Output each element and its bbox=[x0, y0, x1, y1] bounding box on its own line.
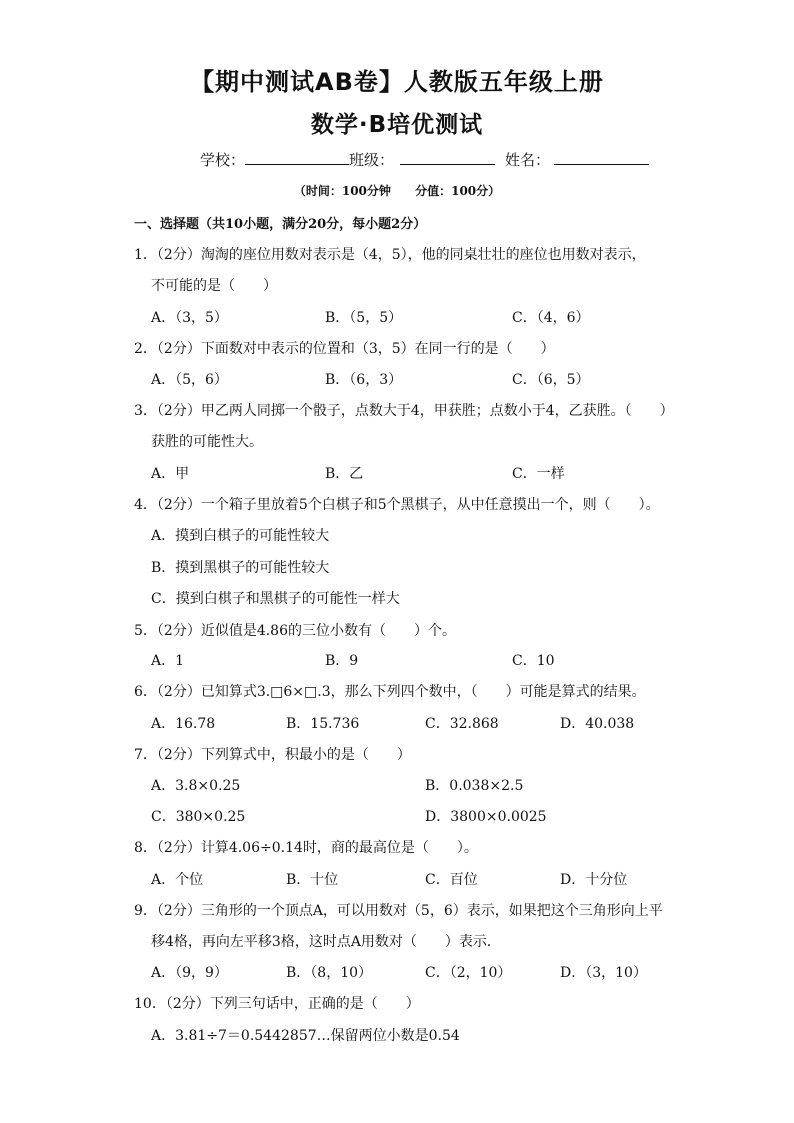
question-6-option-c[interactable]: C．32.868 bbox=[425, 716, 499, 732]
exam-meta bbox=[0, 182, 794, 199]
question-9: 9．（2分）三角形的一个顶点A，可以用数对（5，6）表示，如果把这个三角形向上平 bbox=[134, 903, 663, 919]
question-1-line2: 不可能的是（ ） bbox=[151, 278, 277, 294]
question-4-option-a[interactable]: A．摸到白棋子的可能性较大 bbox=[151, 528, 330, 544]
question-2-option-c[interactable]: C．（6，5） bbox=[512, 372, 590, 388]
question-5-option-a[interactable]: A．1 bbox=[151, 653, 185, 669]
question-2-option-a[interactable]: A．（5，6） bbox=[151, 372, 228, 388]
class-label: 班级： bbox=[349, 151, 395, 169]
question-1-option-b[interactable]: B．（5，5） bbox=[325, 310, 403, 326]
exam-subtitle: 数学·B培优测试 bbox=[310, 112, 484, 138]
question-4: 4．（2分）一个箱子里放着5个白棋子和5个黑棋子，从中任意摸出一个，则（ ）。 bbox=[134, 497, 660, 513]
question-6: 6．（2分）已知算式3.□6×□.3，那么下列四个数中，（ ）可能是算式的结果。 bbox=[134, 684, 646, 700]
question-3-option-c[interactable]: C．一样 bbox=[512, 466, 565, 482]
question-10-option-a[interactable]: A．3.81÷7＝0.5442857…保留两位小数是0.54 bbox=[151, 1028, 460, 1044]
question-5-option-b[interactable]: B．9 bbox=[325, 653, 359, 669]
class-blank[interactable] bbox=[400, 150, 495, 165]
question-7: 7．（2分）下列算式中，积最小的是（ ） bbox=[134, 747, 411, 763]
question-8-option-b[interactable]: B．十位 bbox=[286, 872, 339, 888]
question-3-option-b[interactable]: B．乙 bbox=[325, 466, 364, 482]
question-2-option-b[interactable]: B．（6，3） bbox=[325, 372, 403, 388]
question-9-line2: 移4格，再向左平移3格，这时点A用数对（ ）表示． bbox=[151, 934, 501, 950]
question-4-option-b[interactable]: B．摸到黑棋子的可能性较大 bbox=[151, 560, 330, 576]
question-6-option-b[interactable]: B．15.736 bbox=[286, 716, 360, 732]
question-1-option-a[interactable]: A．（3，5） bbox=[151, 310, 228, 326]
question-10: 10．（2分）下列三句话中，正确的是（ ） bbox=[134, 996, 420, 1012]
exam-time: （时间：100分钟 bbox=[293, 184, 391, 198]
question-8-option-a[interactable]: A．个位 bbox=[151, 872, 204, 888]
question-9-option-c[interactable]: C．（2，10） bbox=[425, 965, 512, 981]
question-4-option-c[interactable]: C．摸到白棋子和黑棋子的可能性一样大 bbox=[151, 591, 400, 607]
question-7-option-a[interactable]: A．3.8×0.25 bbox=[151, 778, 241, 794]
name-label: 姓名： bbox=[505, 151, 551, 169]
section-heading: 一、选择题（共10小题，满分20分，每小题2分） bbox=[134, 217, 427, 232]
question-9-option-b[interactable]: B．（8，10） bbox=[286, 965, 373, 981]
question-7-option-c[interactable]: C．380×0.25 bbox=[151, 809, 246, 825]
question-5-option-c[interactable]: C．10 bbox=[512, 653, 555, 669]
name-blank[interactable] bbox=[554, 150, 649, 165]
exam-title: 【期中测试AB卷】人教版五年级上册 bbox=[190, 68, 604, 96]
question-3-option-a[interactable]: A．甲 bbox=[151, 466, 190, 482]
question-8-option-d[interactable]: D．十分位 bbox=[560, 872, 628, 888]
question-6-option-d[interactable]: D．40.038 bbox=[560, 716, 635, 732]
question-5: 5．（2分）近似值是4.86的三位小数有（ ）个。 bbox=[134, 623, 456, 639]
question-6-option-a[interactable]: A．16.78 bbox=[151, 716, 216, 732]
question-8: 8．（2分）计算4.06÷0.14时，商的最高位是（ ）。 bbox=[134, 840, 478, 856]
question-3: 3．（2分）甲乙两人同掷一个骰子，点数大于4，甲获胜；点数小于4，乙获胜。（ ） bbox=[134, 403, 674, 419]
question-1-option-c[interactable]: C．（4，6） bbox=[512, 310, 590, 326]
question-3-line2: 获胜的可能性大。 bbox=[151, 434, 263, 450]
question-7-option-b[interactable]: B．0.038×2.5 bbox=[425, 778, 524, 794]
question-8-option-c[interactable]: C．百位 bbox=[425, 872, 478, 888]
school-label: 学校： bbox=[200, 151, 246, 169]
student-info-row bbox=[200, 149, 649, 170]
question-2: 2．（2分）下面数对中表示的位置和（3，5）在同一行的是（ ） bbox=[134, 341, 555, 357]
question-9-option-d[interactable]: D．（3，10） bbox=[560, 965, 647, 981]
question-9-option-a[interactable]: A．（9，9） bbox=[151, 965, 228, 981]
school-blank[interactable] bbox=[245, 150, 349, 165]
question-1: 1．（2分）淘淘的座位用数对表示是（4，5），他的同桌壮壮的座位也用数对表示， bbox=[134, 247, 646, 263]
exam-score: 分值：100分） bbox=[415, 184, 501, 198]
question-7-option-d[interactable]: D．3800×0.0025 bbox=[425, 809, 547, 825]
